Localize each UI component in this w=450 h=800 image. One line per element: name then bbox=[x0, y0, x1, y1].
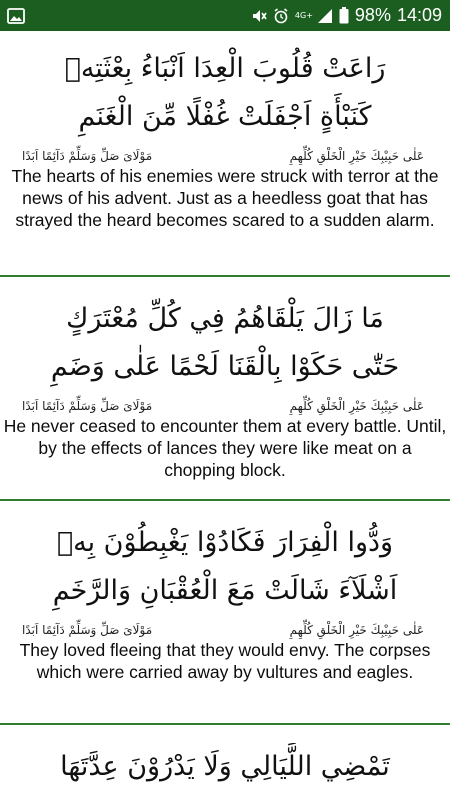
alarm-icon bbox=[273, 8, 289, 24]
refrain bbox=[0, 149, 450, 163]
verse-card[interactable] bbox=[0, 277, 450, 501]
refrain-right: عَلٰی حَبِیْبِكَ خَیْرِ الْخَلْقِ كُلِّهِمِ bbox=[289, 399, 424, 413]
arabic-line-2: حَتّٰى حَكَوْا بِالْقَنَا لَحْمًا عَلٰى وَضَمِ bbox=[50, 351, 400, 382]
refrain-right: عَلٰی حَبِیْبِكَ خَیْرِ الْخَلْقِ كُلِّهِمِ bbox=[289, 623, 424, 637]
verse-card[interactable] bbox=[0, 725, 450, 800]
arabic-line-2: اَشْلَآءَ شَالَتْ مَعَ الْعُقْبَانِ وَالرَّخَمِ bbox=[52, 575, 398, 606]
verse-list[interactable] bbox=[0, 31, 450, 800]
clock-time: 14:09 bbox=[396, 5, 442, 25]
refrain bbox=[0, 399, 450, 413]
signal-icon bbox=[317, 8, 333, 24]
battery-percent: 98% bbox=[354, 5, 391, 25]
verse-card[interactable] bbox=[0, 501, 450, 725]
refrain-left: مَوْلَایَ صَلِّ وَسَلِّمْ دَآئِمًا اَبَدًا bbox=[22, 623, 153, 637]
status-bar bbox=[0, 0, 450, 31]
refrain bbox=[0, 623, 450, 637]
arabic-line-1: رَاعَتْ قُلُوبَ الْعِدَا اَنْبَاءُ بِعْثَتِهٖ bbox=[64, 53, 386, 84]
network-type-label: 4G+ bbox=[294, 10, 313, 20]
verse-card[interactable] bbox=[0, 31, 450, 277]
arabic-line-2: كَنَبْأَةٍ اَجْفَلَتْ غُفْلًا مِّنَ الْغَنَمِ bbox=[78, 101, 372, 132]
refrain-left: مَوْلَایَ صَلِّ وَسَلِّمْ دَآئِمًا اَبَدًا bbox=[22, 399, 153, 413]
image-icon bbox=[7, 8, 25, 24]
english-translation: He never ceased to encounter them at every battle. Until, by the effects of lances they were like meat on a chopping block. bbox=[3, 416, 447, 480]
arabic-line-1: وَدُّوا الْفِرَارَ فَكَادُوْا يَغْبِطُوْنَ بِهٖ bbox=[56, 527, 394, 558]
english-translation: They loved fleeing that they would envy. The corpses which were carried away by vultures and eagles. bbox=[19, 640, 431, 682]
refrain-left: مَوْلَایَ صَلِّ وَسَلِّمْ دَآئِمًا اَبَدًا bbox=[22, 149, 153, 163]
battery-icon bbox=[339, 7, 349, 24]
arabic-line-1: مَا زَالَ يَلْقَاهُمُ فِي كُلِّ مُعْتَرَكٍ bbox=[66, 303, 384, 334]
mute-icon bbox=[251, 8, 267, 24]
english-translation: The hearts of his enemies were struck with terror at the news of his advent. Just as a heedless goat that has strayed the heard becomes scared to a sudden alarm. bbox=[11, 166, 439, 230]
arabic-line-1: تَمْضِي اللَّيَالِي وَلَا يَدْرُوْنَ عِدَّتَهَا bbox=[60, 751, 390, 782]
refrain-right: عَلٰی حَبِیْبِكَ خَیْرِ الْخَلْقِ كُلِّهِمِ bbox=[289, 149, 424, 163]
